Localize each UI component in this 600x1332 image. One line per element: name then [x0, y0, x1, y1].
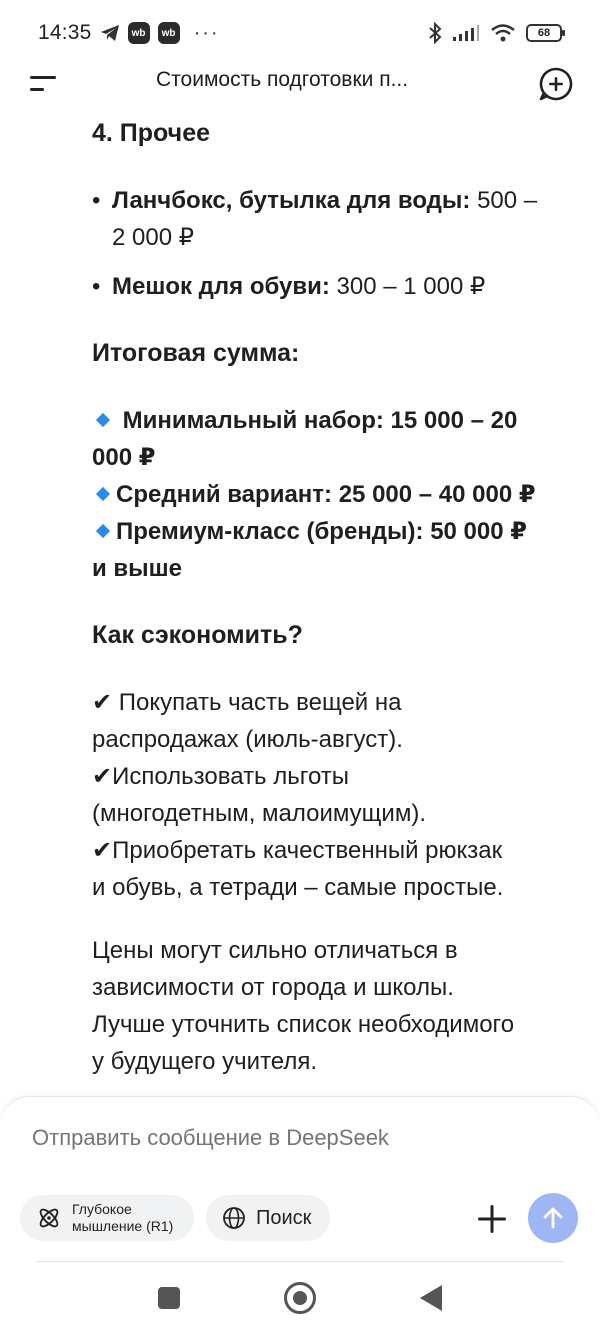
item-value: 300 – 1 000 ₽	[329, 273, 486, 300]
search-button[interactable]	[206, 1195, 330, 1241]
recent-apps-button[interactable]	[158, 1287, 180, 1309]
message-input[interactable]	[32, 1125, 532, 1151]
item-label: Ланчбокс, бутылка для воды:	[112, 187, 471, 214]
deep-think-icon	[36, 1205, 62, 1231]
signal-icon	[452, 24, 480, 42]
diamond-icon	[96, 487, 110, 501]
status-right	[428, 22, 562, 44]
list-item: • Мешок для обуви: 300 – 1 000 ₽	[92, 273, 486, 300]
status-time: 14:35	[38, 21, 92, 44]
bluetooth-icon	[428, 22, 442, 44]
send-button[interactable]	[528, 1193, 578, 1243]
item-value: 500 –	[470, 187, 538, 214]
total-item: Премиум-класс (бренды): 50 000 ₽ и выше	[92, 518, 527, 582]
home-button[interactable]	[284, 1282, 316, 1314]
deep-think-label: Глубокое мышление (R1)	[72, 1201, 174, 1234]
chat-header	[0, 60, 600, 108]
total-item: Минимальный набор: 15 000 – 20 000 ₽	[92, 407, 518, 471]
plus-icon[interactable]	[474, 1201, 510, 1237]
status-left	[38, 21, 220, 45]
more-dots: ···	[193, 21, 220, 44]
battery-icon: 68	[526, 24, 562, 42]
diamond-icon	[96, 413, 110, 427]
section-heading-save: Как сэкономить?	[92, 621, 303, 649]
assistant-message	[92, 112, 572, 1080]
menu-icon[interactable]	[28, 70, 62, 98]
tip-item: ✔Использовать льготы (многодетным, малоимущим).	[92, 763, 426, 827]
globe-icon	[222, 1206, 246, 1230]
tip-item: ✔Приобретать качественный рюкзак и обувь, а тетради – самые простые.	[92, 837, 504, 901]
telegram-icon	[100, 24, 120, 42]
diamond-icon	[96, 524, 110, 538]
back-button[interactable]	[420, 1285, 442, 1311]
wifi-icon	[490, 23, 516, 43]
wb-badge: wb	[128, 22, 150, 44]
search-label: Поиск	[256, 1206, 312, 1229]
item-label: Мешок для обуви:	[112, 273, 330, 300]
divider	[36, 1261, 564, 1262]
chat-title[interactable]: Стоимость подготовки п...	[156, 68, 409, 91]
deep-think-button[interactable]	[20, 1195, 194, 1241]
closing-paragraph: Цены могут сильно отличаться в зависимости от города и школы. Лучше уточнить список необходимого у будущего учителя.	[92, 937, 515, 1075]
save-tips	[92, 684, 572, 906]
section-heading-other: 4. Прочее	[92, 119, 211, 147]
item-value: 2 000 ₽	[112, 224, 194, 251]
status-bar	[0, 0, 600, 66]
list-item: • Ланчбокс, бутылка для воды: 500 – 2 000 ₽	[92, 187, 538, 251]
new-chat-icon[interactable]	[538, 66, 574, 102]
totals-list	[92, 402, 572, 587]
total-item: Средний вариант: 25 000 – 40 000 ₽	[92, 476, 572, 513]
section-heading-total: Итоговая сумма:	[92, 339, 300, 367]
send-arrow-icon	[540, 1205, 566, 1231]
tip-item: ✔ Покупать часть вещей на распродажах (июль-август).	[92, 689, 403, 753]
wb-badge: wb	[158, 22, 180, 44]
